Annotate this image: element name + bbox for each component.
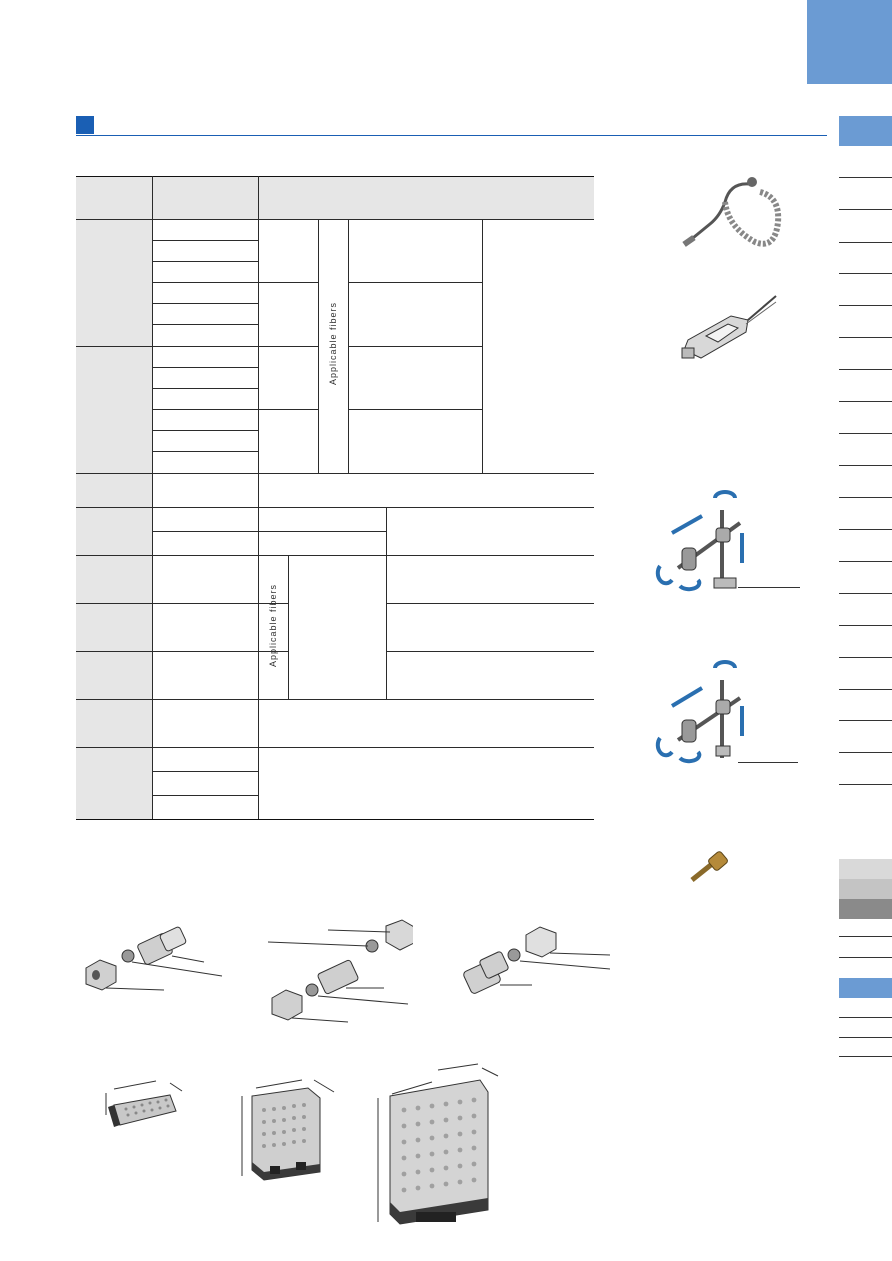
lens-assembly-icon-2 [268,918,413,1028]
reflector-small-icon [100,1075,200,1140]
table-header-col [76,219,152,819]
fiber-screw-icon [688,850,732,884]
protective-tube-fiber-icon [680,172,790,252]
reflector-large-icon [370,1062,510,1232]
sidebar-block-dark[interactable] [839,899,892,919]
table-header-row [76,176,594,219]
sidebar-tab-active[interactable] [839,116,892,146]
sidebar-block-blue[interactable] [839,978,892,998]
applicable-fibers-label-1: Applicable fibers [328,301,338,385]
sidebar-block-light[interactable] [839,859,892,879]
reflector-medium-icon [236,1076,346,1186]
sensor-stand-icon-1 [650,488,800,598]
lens-assembly-icon-3 [460,925,610,1000]
fiber-mounting-bracket-icon [676,288,786,368]
applicable-fibers-label-2: Applicable fibers [268,583,278,667]
sidebar-block-mid[interactable] [839,879,892,899]
lens-assembly-icon-1 [82,920,227,1000]
sensor-stand-icon-2 [650,658,800,768]
